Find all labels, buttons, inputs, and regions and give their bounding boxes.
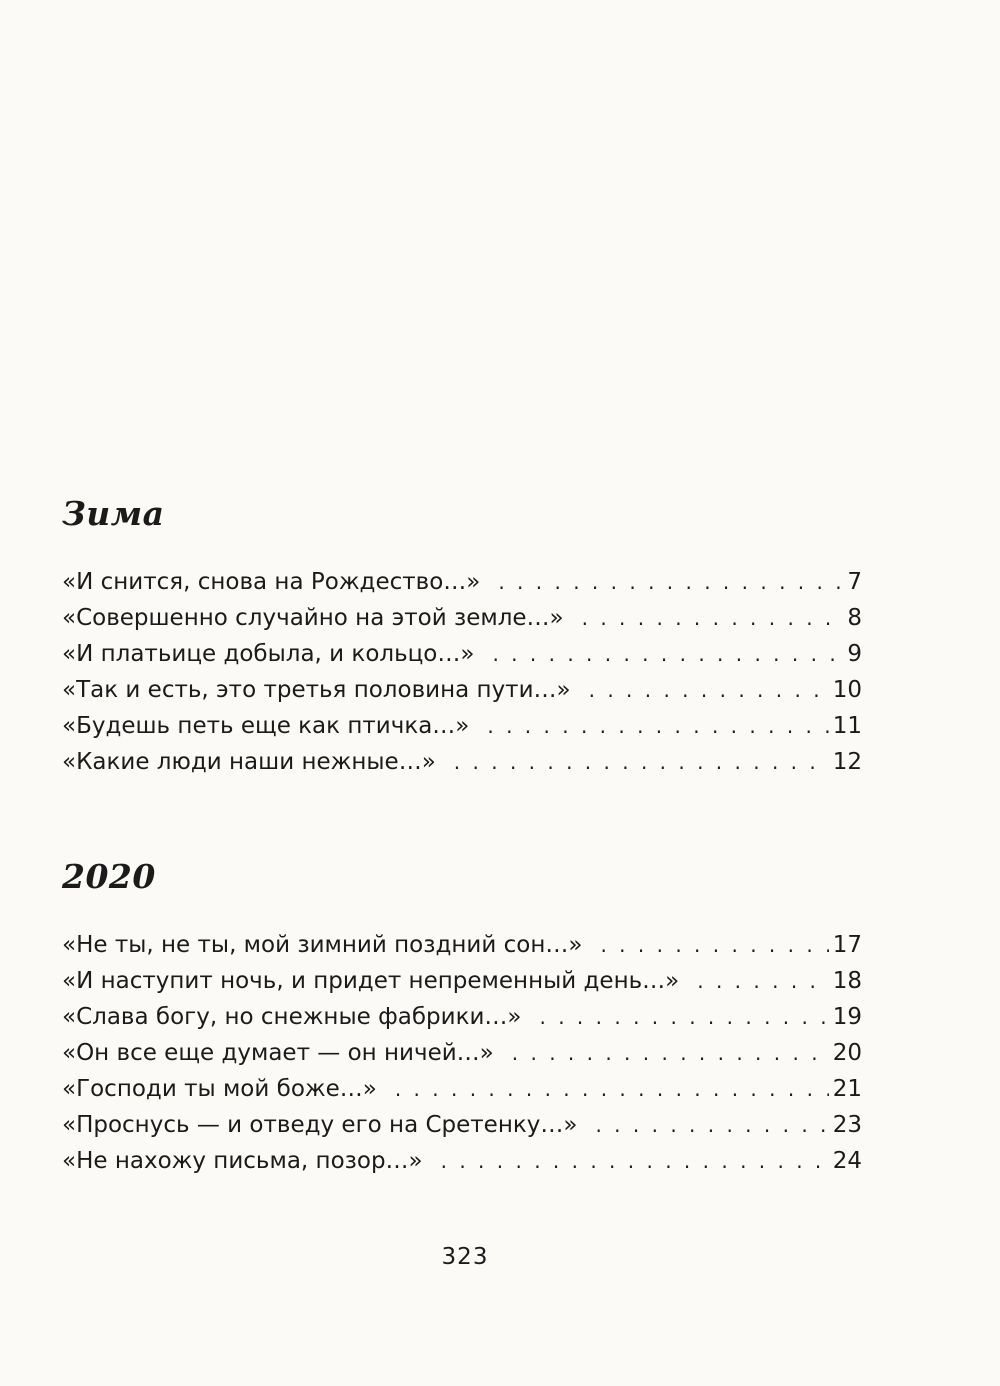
toc-entry[interactable] <box>62 600 862 636</box>
toc-list-2020 <box>62 927 862 1179</box>
toc-entry-page: 10 <box>832 677 862 703</box>
toc-list-winter <box>62 564 862 780</box>
toc-entry-page: 20 <box>832 1040 862 1066</box>
toc-entry-page: 18 <box>832 968 862 994</box>
dot-leader <box>498 564 843 600</box>
toc-entry[interactable] <box>62 636 862 672</box>
toc-entry[interactable] <box>62 744 862 780</box>
toc-entry-title: «Так и есть, это третья половина пути…» <box>62 677 571 703</box>
toc-entry[interactable] <box>62 1143 862 1179</box>
toc-entry[interactable] <box>62 963 862 999</box>
dot-leader <box>697 963 828 999</box>
toc-entry-page: 19 <box>832 1004 862 1030</box>
toc-entry-title: «Совершенно случайно на этой земле…» <box>62 605 564 631</box>
toc-entry[interactable] <box>62 1071 862 1107</box>
dot-leader <box>441 1143 829 1179</box>
toc-entry[interactable] <box>62 708 862 744</box>
dot-leader <box>540 999 829 1035</box>
page-number: 323 <box>441 1244 489 1270</box>
toc-entry-title: «Слава богу, но снежные фабрики…» <box>62 1004 522 1030</box>
toc-entry-title: «Будешь петь еще как птичка…» <box>62 713 470 739</box>
toc-entry-title: «Он все еще думает — он ничей…» <box>62 1040 494 1066</box>
toc-entry-title: «Проснусь — и отведу его на Сретенку…» <box>62 1112 578 1138</box>
dot-leader <box>512 1035 829 1071</box>
toc-entry-page: 8 <box>847 605 862 631</box>
toc-entry-page: 12 <box>832 749 862 775</box>
toc-entry-page: 23 <box>832 1112 862 1138</box>
section-title-2020: 2020 <box>62 857 156 896</box>
dot-leader <box>582 600 844 636</box>
toc-entry[interactable] <box>62 1107 862 1143</box>
toc-entry[interactable] <box>62 672 862 708</box>
toc-entry-title: «И снится, снова на Рождество…» <box>62 569 481 595</box>
toc-entry-page: 17 <box>832 932 862 958</box>
toc-entry-page: 9 <box>847 641 862 667</box>
dot-leader <box>492 636 843 672</box>
toc-entry[interactable] <box>62 927 862 963</box>
toc-entry-page: 11 <box>832 713 862 739</box>
toc-entry[interactable] <box>62 1035 862 1071</box>
dot-leader <box>589 672 829 708</box>
toc-entry-title: «Не ты, не ты, мой зимний поздний сон…» <box>62 932 583 958</box>
toc-entry-title: «Не нахожу письма, позор…» <box>62 1148 423 1174</box>
dot-leader <box>487 708 828 744</box>
toc-entry-title: «Господи ты мой боже…» <box>62 1076 377 1102</box>
toc-entry-title: «Какие люди наши нежные…» <box>62 749 436 775</box>
dot-leader <box>600 927 828 963</box>
toc-entry-page: 21 <box>832 1076 862 1102</box>
toc-entry[interactable] <box>62 564 862 600</box>
dot-leader <box>454 744 829 780</box>
dot-leader <box>595 1107 828 1143</box>
toc-entry-title: «И платьице добыла, и кольцо…» <box>62 641 475 667</box>
section-title-winter: Зима <box>62 494 165 533</box>
dot-leader <box>395 1071 829 1107</box>
toc-entry[interactable] <box>62 999 862 1035</box>
toc-entry-page: 7 <box>847 569 862 595</box>
toc-entry-title: «И наступит ночь, и придет непременный день…» <box>62 968 680 994</box>
toc-entry-page: 24 <box>832 1148 862 1174</box>
